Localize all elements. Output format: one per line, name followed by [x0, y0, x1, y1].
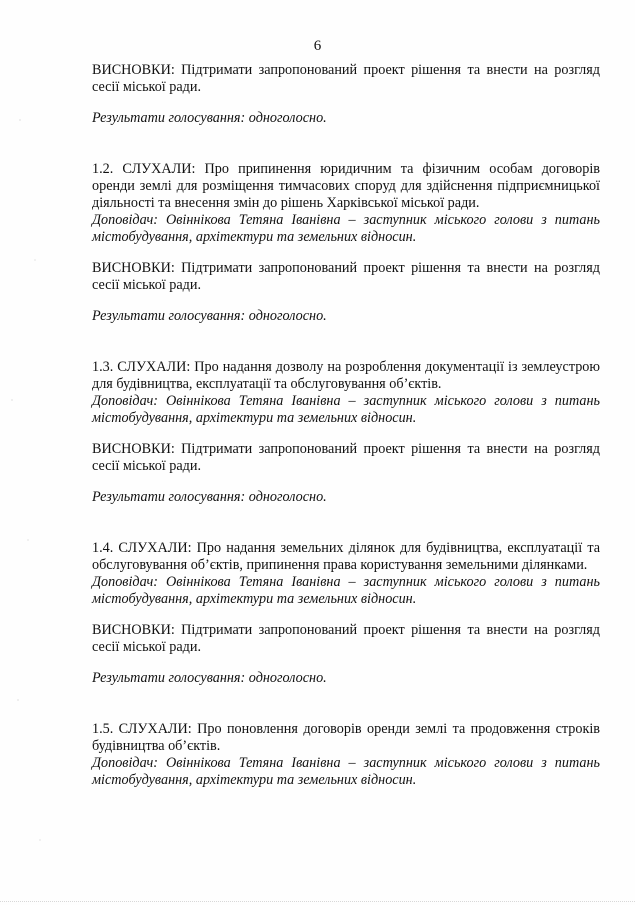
scan-noise	[0, 0, 60, 905]
speaker-line: Доповідач: Овіннікова Тетяна Іванівна – заступник міського голови з питань містобудування, архітектури та земельних відносин.	[92, 755, 600, 788]
vote-result: Результати голосування: одноголосно.	[92, 670, 327, 686]
vote-result: Результати голосування: одноголосно.	[92, 308, 327, 324]
scan-bottom-edge	[0, 901, 635, 905]
conclusion-paragraph: ВИСНОВКИ: Підтримати запропонований проект рішення та внести на розгляд сесії міської ради.	[92, 62, 600, 95]
vote-result: Результати голосування: одноголосно.	[92, 489, 327, 505]
conclusion-paragraph: ВИСНОВКИ: Підтримати запропонований проект рішення та внести на розгляд сесії міської ради.	[92, 622, 600, 655]
speaker-line: Доповідач: Овіннікова Тетяна Іванівна – заступник міського голови з питань містобудування, архітектури та земельних відносин.	[92, 574, 600, 607]
conclusion-paragraph: ВИСНОВКИ: Підтримати запропонований проект рішення та внести на розгляд сесії міської ради.	[92, 441, 600, 474]
heard-item-1-3: 1.3. СЛУХАЛИ: Про надання дозволу на розроблення документації із землеустрою для будівництва, експлуатації та обслуговування об’єктів.	[92, 359, 600, 392]
heard-item-1-4: 1.4. СЛУХАЛИ: Про надання земельних ділянок для будівництва, експлуатації та обслуговування об’єктів, припинення права користування земельними ділянками.	[92, 540, 600, 573]
speaker-line: Доповідач: Овіннікова Тетяна Іванівна – заступник міського голови з питань містобудування, архітектури та земельних відносин.	[92, 393, 600, 426]
heard-item-1-2: 1.2. СЛУХАЛИ: Про припинення юридичним та фізичним особам договорів оренди землі для розміщення тимчасових споруд для здійснення підприємницької діяльності та внесення змін до рішень Харківської міської ради.	[92, 161, 600, 211]
document-body	[92, 62, 600, 789]
vote-result: Результати голосування: одноголосно.	[92, 110, 327, 126]
conclusion-paragraph: ВИСНОВКИ: Підтримати запропонований проект рішення та внести на розгляд сесії міської ради.	[92, 260, 600, 293]
page-number: 6	[313, 38, 322, 54]
speaker-line: Доповідач: Овіннікова Тетяна Іванівна – заступник міського голови з питань містобудування, архітектури та земельних відносин.	[92, 212, 600, 245]
heard-item-1-5: 1.5. СЛУХАЛИ: Про поновлення договорів оренди землі та продовження строків будівництва об’єктів.	[92, 721, 600, 754]
